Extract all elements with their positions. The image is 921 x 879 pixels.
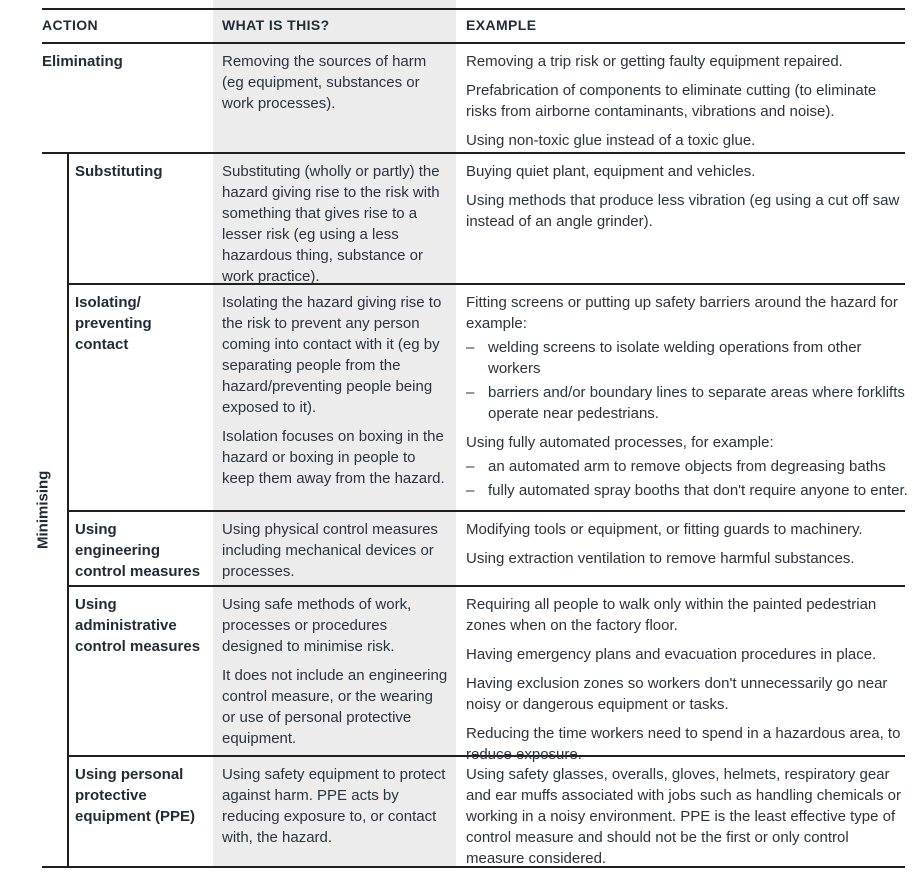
action-label: Eliminating [42,53,123,70]
example-paragraph: Requiring all people to walk only within the painted pedestrian zones when on the factory floor. [466,596,877,634]
bullet-dash: – [466,384,475,401]
what-cell [222,161,448,287]
example-bullet [466,382,908,424]
action-label: Isolating/ preventing contact [75,294,152,353]
table-row-administrative [0,585,921,763]
what-paragraph: Isolation focuses on boxing in the hazard or boxing in people to keep them away from the hazard. [222,428,445,487]
bullet-dash: – [466,339,475,356]
minimising-group-label: Minimising [34,470,52,549]
example-paragraph: Fitting screens or putting up safety barriers around the hazard for example: [466,294,898,332]
what-cell [222,51,448,114]
example-bullet [466,337,908,379]
example-paragraph: Removing a trip risk or getting faulty equipment repaired. [466,53,843,70]
what-paragraph: Isolating the hazard giving rise to the risk to prevent any person coming into contact with it (eg by separating people from the hazard/preventing people being exposed to it). [222,294,442,416]
bullet-text: an automated arm to remove objects from degreasing baths [488,458,886,475]
example-cell [466,51,908,151]
example-cell [466,519,908,569]
example-paragraph: Prefabrication of components to eliminate cutting (to eliminate risks from airborne contaminants, vibrations and noise). [466,82,877,120]
example-paragraph: Buying quiet plant, equipment and vehicles. [466,163,756,180]
what-paragraph: It does not include an engineering control measure, or the wearing or use of personal protective equipment. [222,667,448,747]
what-paragraph: Using safe methods of work, processes or procedures designed to minimise risk. [222,596,412,655]
what-paragraph: Removing the sources of harm (eg equipment, substances or work processes). [222,53,427,112]
example-cell [466,594,908,765]
bullet-text: fully automated spray booths that don't require anyone to enter. [488,482,908,499]
bullet-text: welding screens to isolate welding operations from other workers [488,339,862,377]
bullet-dash: – [466,458,475,475]
action-label: Using engineering control measures [75,521,201,580]
example-paragraph: Modifying tools or equipment, or fitting guards to machinery. [466,521,863,538]
example-cell [466,764,908,869]
action-label: Using administrative control measures [75,596,201,655]
table-row-eliminating [0,42,921,152]
column-header-action: ACTION [42,17,99,33]
example-paragraph: Using non-toxic glue instead of a toxic glue. [466,132,756,149]
example-cell [466,161,908,232]
what-paragraph: Using safety equipment to protect against harm. PPE acts by reducing exposure to, or contact with, the hazard. [222,766,446,846]
table-row-engineering [0,510,921,585]
table-row-isolating [0,283,921,510]
bullet-dash: – [466,482,475,499]
example-paragraph: Using fully automated processes, for example: [466,434,774,451]
action-label: Using personal protective equipment (PPE) [75,766,196,825]
header-row [0,8,921,42]
example-bullet [466,480,908,501]
example-cell [466,292,908,504]
what-cell [222,519,448,582]
example-paragraph: Having exclusion zones so workers don't unnecessarily go near noisy or dangerous equipment or tasks. [466,675,888,713]
example-paragraph: Reducing the time workers need to spend in a hazardous area, to reduce exposure. [466,725,901,763]
what-paragraph: Substituting (wholly or partly) the hazard giving rise to the risk with something that gives rise to a lesser risk (eg using a less hazardous thing, substance or work practice). [222,163,440,285]
example-paragraph: Using methods that produce less vibration (eg using a cut off saw instead of an angle grinder). [466,192,900,230]
example-paragraph: Having emergency plans and evacuation procedures in place. [466,646,877,663]
what-cell [222,764,448,848]
action-label: Substituting [75,163,163,180]
example-bullet [466,456,908,477]
column-header-example: EXAMPLE [466,17,537,33]
column-header-what: WHAT IS THIS? [222,17,330,33]
bullet-text: barriers and/or boundary lines to separate areas where forklifts operate near pedestrians. [488,384,905,422]
table-row-substituting [0,152,921,283]
table-row-ppe [0,755,921,867]
example-paragraph: Using safety glasses, overalls, gloves, helmets, respiratory gear and ear muffs associated with jobs such as handling chemicals or working in a noisy environment. PPE is the least effective type of control measure and should not be the first or only control measure considered. [466,766,901,867]
what-paragraph: Using physical control measures including mechanical devices or processes. [222,521,438,580]
example-paragraph: Using extraction ventilation to remove harmful substances. [466,550,855,567]
what-cell [222,292,448,489]
what-cell [222,594,448,749]
